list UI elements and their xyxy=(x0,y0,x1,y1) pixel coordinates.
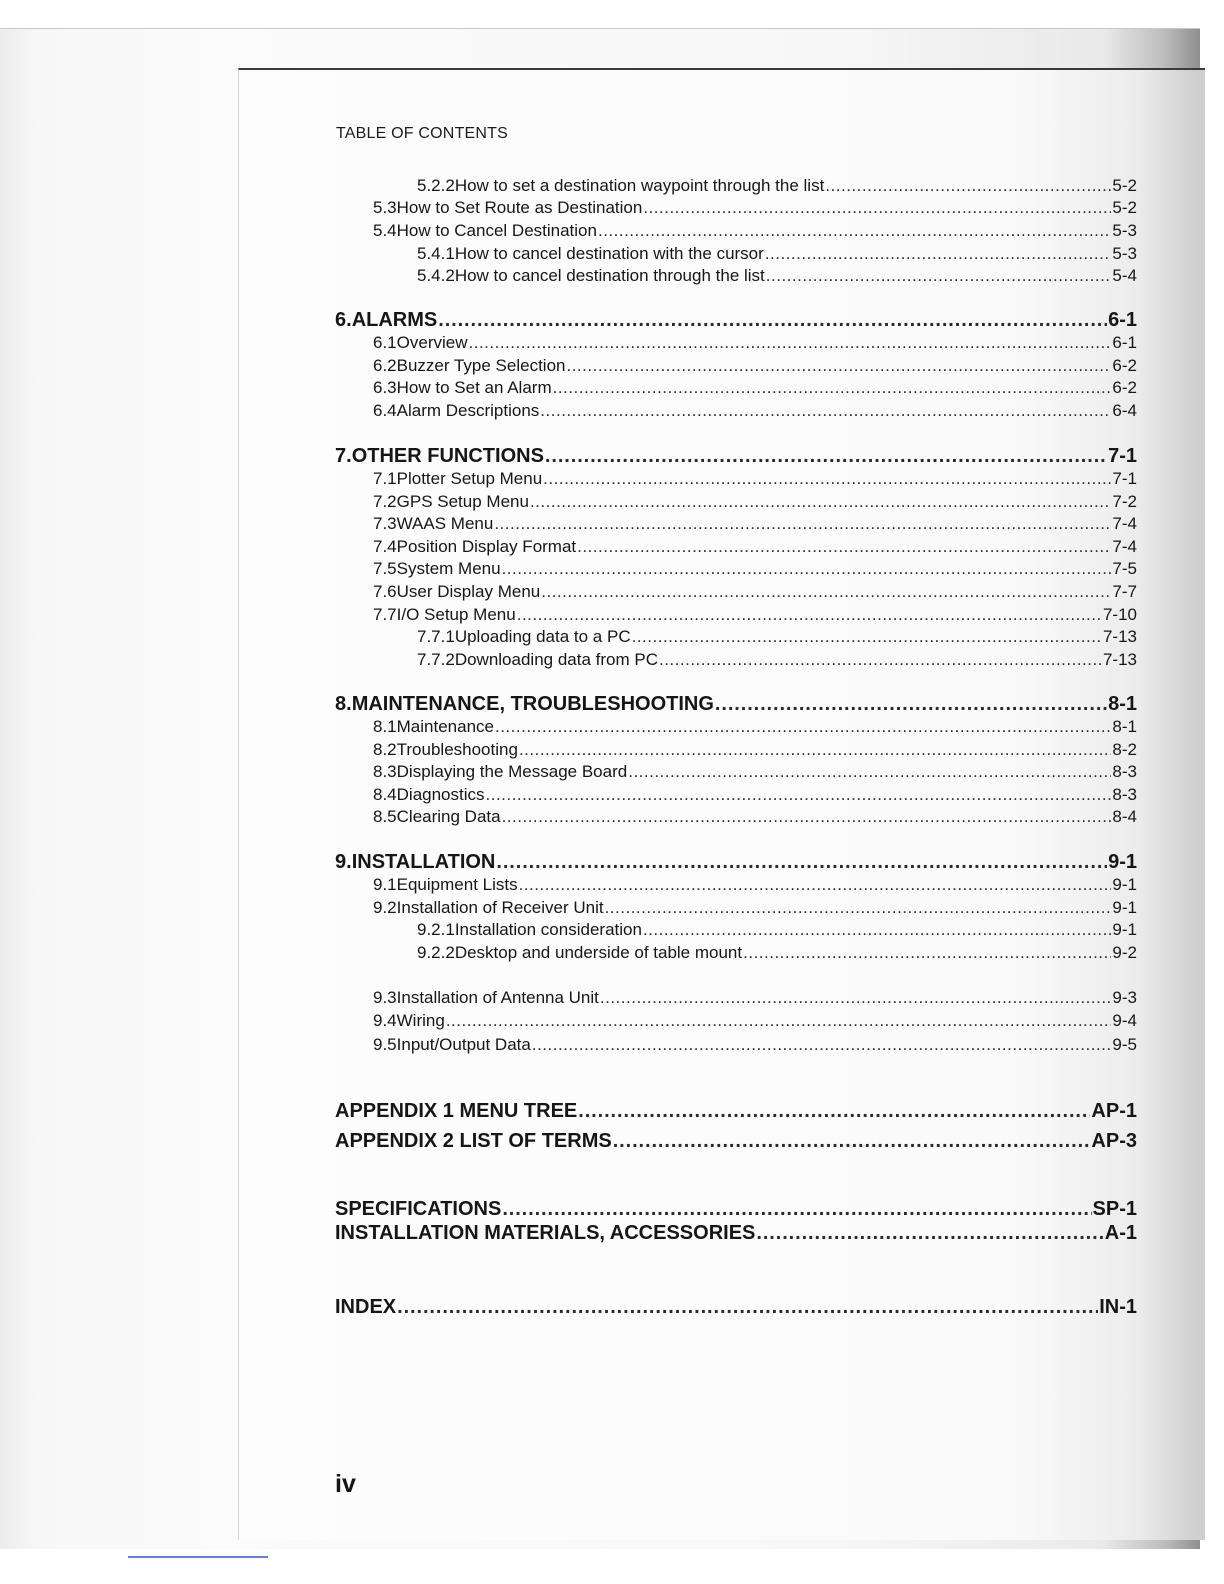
dot-leader xyxy=(495,717,1111,737)
toc-chapter-entry xyxy=(335,1198,1137,1221)
toc-entry-title: Installation of Receiver Unit xyxy=(396,898,604,917)
toc-section-entry xyxy=(335,605,1137,625)
toc-entry-title: APPENDIX 1 MENU TREE xyxy=(335,1100,578,1122)
table-of-contents xyxy=(335,0,1137,1400)
dot-leader xyxy=(715,693,1107,716)
toc-entry-number: 7.7 xyxy=(373,605,397,624)
toc-section-entry xyxy=(335,221,1137,241)
toc-chapter-entry xyxy=(335,445,1137,468)
toc-entry-page: 7-4 xyxy=(1112,514,1137,533)
toc-entry-title: Alarm Descriptions xyxy=(396,401,540,420)
toc-entry-title: GPS Setup Menu xyxy=(396,492,529,511)
toc-entry-page: 8-3 xyxy=(1112,785,1137,804)
toc-entry-title: Wiring xyxy=(396,1011,445,1030)
toc-entry-number: 7.7.1 xyxy=(417,627,455,646)
toc-entry-page: A-1 xyxy=(1104,1222,1137,1244)
dot-leader xyxy=(600,988,1112,1008)
toc-entry-number: 5.3 xyxy=(373,198,397,217)
toc-entry-number: 9.2 xyxy=(373,898,397,917)
toc-entry-title: Installation consideration xyxy=(454,920,642,939)
dot-leader xyxy=(605,898,1112,918)
toc-section-entry xyxy=(335,537,1137,557)
toc-entry-page: 6-4 xyxy=(1112,401,1137,420)
dot-leader xyxy=(766,266,1112,286)
dot-leader xyxy=(578,1100,1090,1123)
dot-leader xyxy=(496,851,1107,874)
toc-section-entry xyxy=(335,559,1137,579)
toc-entry-number: 5.4.1 xyxy=(417,244,455,263)
toc-entry-page: IN-1 xyxy=(1099,1296,1137,1318)
toc-section-entry xyxy=(335,401,1137,421)
toc-entry-title: INSTALLATION xyxy=(351,851,496,873)
toc-entry-page: 5-2 xyxy=(1112,198,1137,217)
toc-entry-page: 7-4 xyxy=(1112,537,1137,556)
toc-entry-number: 7.4 xyxy=(373,537,397,556)
toc-section-entry xyxy=(335,582,1137,602)
toc-entry-number: 9.3 xyxy=(373,988,397,1007)
toc-entry-title: Buzzer Type Selection xyxy=(396,356,566,375)
toc-entry-page: 7-7 xyxy=(1112,582,1137,601)
dot-leader xyxy=(502,1198,1091,1221)
toc-entry-title: Position Display Format xyxy=(396,537,577,556)
toc-entry-title: I/O Setup Menu xyxy=(396,605,516,624)
toc-entry-number: 9.2.2 xyxy=(417,943,455,962)
toc-entry-title: OTHER FUNCTIONS xyxy=(351,445,544,467)
toc-entry-title: Equipment Lists xyxy=(396,875,518,894)
dot-leader xyxy=(494,514,1111,534)
toc-section-entry xyxy=(335,1035,1137,1055)
dot-leader xyxy=(502,807,1112,827)
toc-section-entry xyxy=(335,176,1137,196)
toc-entry-page: 8-2 xyxy=(1112,740,1137,759)
toc-entry-title: INSTALLATION MATERIALS, ACCESSORIES xyxy=(335,1222,756,1244)
toc-entry-title: Troubleshooting xyxy=(396,740,518,759)
toc-section-entry xyxy=(335,807,1137,827)
running-header: TABLE OF CONTENTS xyxy=(336,125,509,142)
toc-entry-page: 6-2 xyxy=(1112,356,1137,375)
dot-leader xyxy=(825,176,1111,196)
toc-entry-title: Clearing Data xyxy=(396,807,501,826)
toc-entry-title: Desktop and underside of table mount xyxy=(454,943,743,962)
toc-entry-page: 5-4 xyxy=(1112,266,1137,285)
toc-section-entry xyxy=(335,198,1137,218)
dot-leader xyxy=(566,356,1111,376)
toc-entry-number: 6.3 xyxy=(373,378,397,397)
toc-entry-title: SPECIFICATIONS xyxy=(335,1198,502,1220)
toc-entry-title: Uploading data to a PC xyxy=(454,627,631,646)
toc-entry-number: 9.4 xyxy=(373,1011,397,1030)
dot-leader xyxy=(756,1222,1103,1245)
toc-entry-page: 6-1 xyxy=(1112,333,1137,352)
toc-entry-title: Diagnostics xyxy=(396,785,485,804)
toc-entry-title: Downloading data from PC xyxy=(454,650,658,669)
dot-leader xyxy=(613,1130,1091,1153)
toc-entry-title: How to Cancel Destination xyxy=(396,221,597,240)
toc-section-entry xyxy=(335,762,1137,782)
toc-entry-title: WAAS Menu xyxy=(396,514,494,533)
toc-entry-page: 9-3 xyxy=(1112,988,1137,1007)
toc-entry-number: 5.2.2 xyxy=(417,176,455,195)
toc-entry-title: User Display Menu xyxy=(396,582,541,601)
dot-leader xyxy=(517,605,1102,625)
toc-entry-number: 8.4 xyxy=(373,785,397,804)
toc-entry-page: AP-1 xyxy=(1091,1100,1137,1122)
dot-leader xyxy=(397,1296,1098,1319)
dot-leader xyxy=(540,401,1111,421)
toc-entry-title: APPENDIX 2 LIST OF TERMS xyxy=(335,1130,612,1152)
dot-leader xyxy=(632,627,1102,647)
toc-entry-number: 6.4 xyxy=(373,401,397,420)
toc-entry-page: 6-2 xyxy=(1112,378,1137,397)
toc-entry-page: 7-1 xyxy=(1112,469,1137,488)
toc-entry-number: 6. xyxy=(335,309,352,331)
toc-entry-number: 8. xyxy=(335,693,352,715)
dot-leader xyxy=(628,762,1111,782)
dot-leader xyxy=(543,469,1111,489)
toc-entry-number: 7.6 xyxy=(373,582,397,601)
toc-entry-page: AP-3 xyxy=(1091,1130,1137,1152)
dot-leader xyxy=(486,785,1112,805)
toc-entry-page: 7-10 xyxy=(1102,605,1137,624)
toc-entry-title: INDEX xyxy=(335,1296,397,1318)
toc-entry-number: 8.1 xyxy=(373,717,397,736)
dot-leader xyxy=(577,537,1111,557)
toc-section-entry xyxy=(335,1011,1137,1031)
toc-entry-page: 7-1 xyxy=(1108,445,1137,467)
toc-entry-page: 8-1 xyxy=(1112,717,1137,736)
toc-entry-title: Displaying the Message Board xyxy=(396,762,628,781)
toc-section-entry xyxy=(335,717,1137,737)
toc-entry-title: MAINTENANCE, TROUBLESHOOTING xyxy=(351,693,714,715)
toc-entry-title: Overview xyxy=(396,333,468,352)
toc-entry-page: SP-1 xyxy=(1092,1198,1137,1220)
toc-entry-page: 9-5 xyxy=(1112,1035,1137,1054)
toc-chapter-entry xyxy=(335,1100,1137,1123)
toc-entry-number: 8.5 xyxy=(373,807,397,826)
dot-leader xyxy=(765,244,1112,264)
dot-leader xyxy=(545,445,1107,468)
dot-leader xyxy=(532,1035,1112,1055)
toc-entry-number: 7.7.2 xyxy=(417,650,455,669)
toc-entry-page: 8-1 xyxy=(1108,693,1137,715)
toc-entry-title: Maintenance xyxy=(396,717,494,736)
toc-chapter-entry xyxy=(335,851,1137,874)
toc-entry-title: ALARMS xyxy=(351,309,438,331)
toc-entry-number: 9.2.1 xyxy=(417,920,455,939)
dot-leader xyxy=(643,920,1111,940)
toc-entry-number: 5.4.2 xyxy=(417,266,455,285)
toc-entry-title: How to cancel destination with the cursor xyxy=(454,244,764,263)
toc-section-entry xyxy=(335,514,1137,534)
dot-leader xyxy=(530,492,1111,512)
toc-entry-number: 6.2 xyxy=(373,356,397,375)
toc-entry-number: 9.1 xyxy=(373,875,397,894)
toc-entry-number: 7.1 xyxy=(373,469,397,488)
toc-entry-number: 7.3 xyxy=(373,514,397,533)
toc-section-entry xyxy=(335,627,1137,647)
toc-section-entry xyxy=(335,988,1137,1008)
toc-entry-title: Installation of Antenna Unit xyxy=(396,988,599,1007)
toc-section-entry xyxy=(335,378,1137,398)
toc-section-entry xyxy=(335,943,1137,963)
toc-entry-title: How to Set an Alarm xyxy=(396,378,552,397)
dot-leader xyxy=(519,740,1111,760)
toc-entry-number: 8.2 xyxy=(373,740,397,759)
toc-section-entry xyxy=(335,650,1137,670)
dot-leader xyxy=(519,875,1112,895)
toc-entry-number: 5.4 xyxy=(373,221,397,240)
toc-entry-page: 9-2 xyxy=(1112,943,1137,962)
toc-entry-number: 7.2 xyxy=(373,492,397,511)
toc-entry-number: 9.5 xyxy=(373,1035,397,1054)
dot-leader xyxy=(643,198,1111,218)
dot-leader xyxy=(553,378,1112,398)
page-number: iv xyxy=(335,1470,356,1498)
dot-leader xyxy=(469,333,1112,353)
toc-entry-page: 7-13 xyxy=(1102,627,1137,646)
dot-leader xyxy=(438,309,1107,332)
toc-entry-page: 9-4 xyxy=(1112,1011,1137,1030)
toc-section-entry xyxy=(335,785,1137,805)
dot-leader xyxy=(659,650,1102,670)
toc-entry-title: Input/Output Data xyxy=(396,1035,531,1054)
toc-entry-number: 7.5 xyxy=(373,559,397,578)
dot-leader xyxy=(743,943,1111,963)
toc-entry-title: How to cancel destination through the list xyxy=(454,266,765,285)
toc-entry-page: 7-2 xyxy=(1112,492,1137,511)
toc-entry-page: 9-1 xyxy=(1112,875,1137,894)
toc-chapter-entry xyxy=(335,1296,1137,1319)
dot-leader xyxy=(502,559,1112,579)
toc-entry-number: 9. xyxy=(335,851,352,873)
toc-section-entry xyxy=(335,244,1137,264)
toc-entry-page: 9-1 xyxy=(1112,898,1137,917)
toc-section-entry xyxy=(335,875,1137,895)
toc-entry-page: 9-1 xyxy=(1108,851,1137,873)
toc-entry-number: 6.1 xyxy=(373,333,397,352)
toc-section-entry xyxy=(335,492,1137,512)
toc-entry-title: Plotter Setup Menu xyxy=(396,469,543,488)
toc-chapter-entry xyxy=(335,309,1137,332)
toc-entry-title: System Menu xyxy=(396,559,501,578)
toc-section-entry xyxy=(335,740,1137,760)
toc-entry-page: 8-3 xyxy=(1112,762,1137,781)
toc-entry-page: 7-5 xyxy=(1112,559,1137,578)
toc-section-entry xyxy=(335,356,1137,376)
toc-section-entry xyxy=(335,898,1137,918)
toc-section-entry xyxy=(335,333,1137,353)
toc-entry-number: 7. xyxy=(335,445,352,467)
toc-entry-page: 6-1 xyxy=(1108,309,1137,331)
toc-entry-title: How to set a destination waypoint through the list xyxy=(454,176,825,195)
toc-chapter-entry xyxy=(335,693,1137,716)
toc-section-entry xyxy=(335,469,1137,489)
toc-entry-number: 8.3 xyxy=(373,762,397,781)
toc-entry-page: 9-1 xyxy=(1112,920,1137,939)
toc-entry-page: 8-4 xyxy=(1112,807,1137,826)
dot-leader xyxy=(541,582,1111,602)
dot-leader xyxy=(446,1011,1112,1031)
toc-entry-page: 7-13 xyxy=(1102,650,1137,669)
toc-entry-page: 5-3 xyxy=(1112,221,1137,240)
toc-entry-title: How to Set Route as Destination xyxy=(396,198,643,217)
toc-section-entry xyxy=(335,266,1137,286)
toc-entry-page: 5-2 xyxy=(1112,176,1137,195)
dot-leader xyxy=(598,221,1111,241)
toc-chapter-entry xyxy=(335,1222,1137,1245)
scan-margin-line xyxy=(128,1556,268,1558)
toc-chapter-entry xyxy=(335,1130,1137,1153)
toc-section-entry xyxy=(335,920,1137,940)
toc-entry-page: 5-3 xyxy=(1112,244,1137,263)
